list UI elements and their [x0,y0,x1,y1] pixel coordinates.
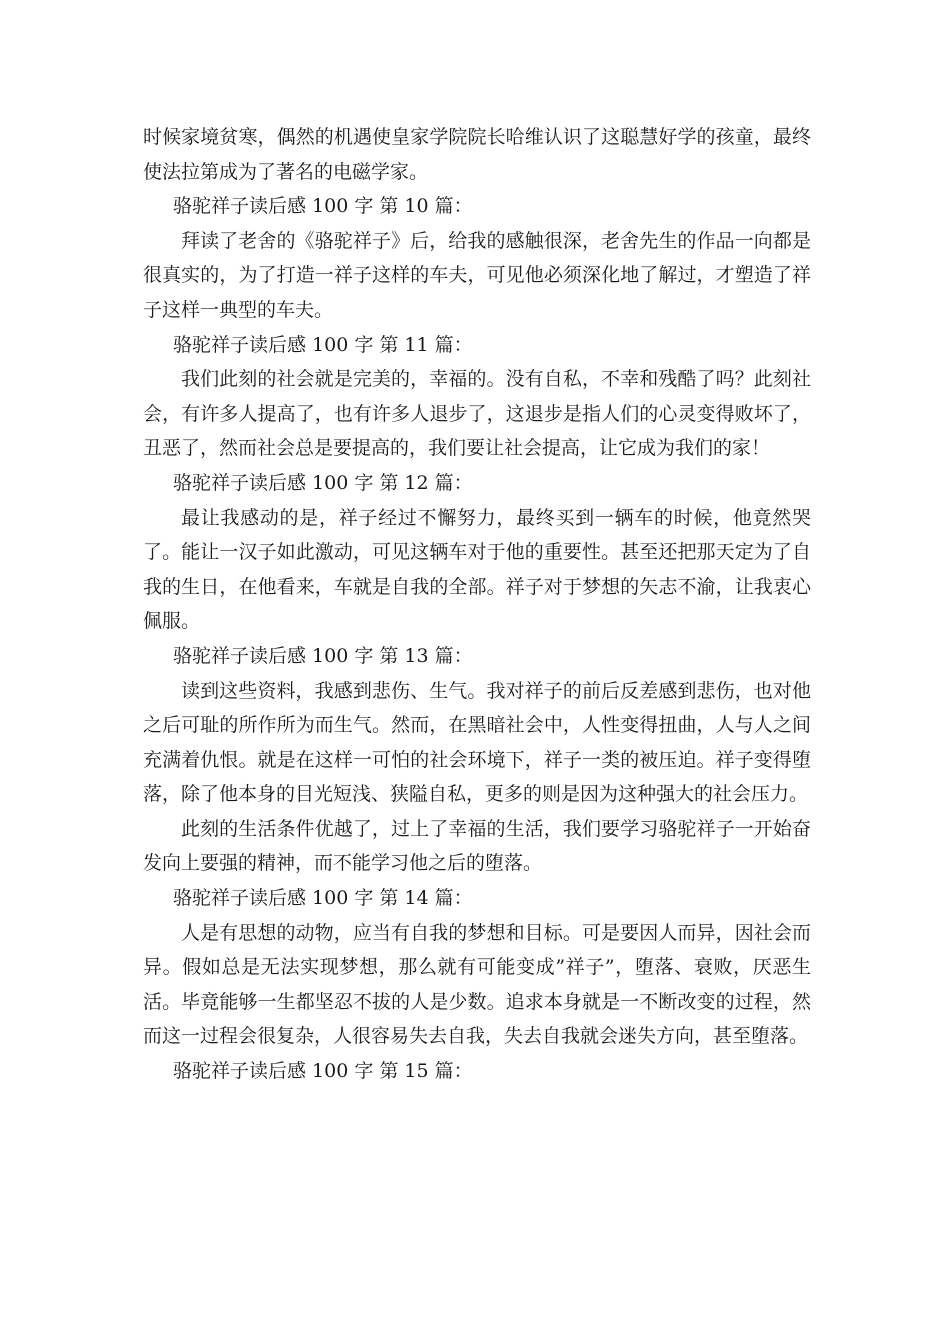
continuation-paragraph: 时候家境贫寒，偶然的机遇使皇家学院院长哈维认识了这聪慧好学的孩童，最终使法拉第成为了著名的电磁学家。 [143,126,811,183]
paragraph: 拜读了老舍的《骆驼祥子》后，给我的感触很深，老舍先生的作品一向都是很真实的，为了打造一祥子这样的车夫，可见他必须深化地了解过，才塑造了祥子这样一典型的车夫。 [143,229,811,321]
paragraph: 读到这些资料，我感到悲伤、生气。我对祥子的前后反差感到悲伤，也对他之后可耻的所作所为而生气。然而，在黑暗社会中，人性变得扭曲，人与人之间充满着仇恨。就是在这样一可怕的社会环境下，祥子一类的被压迫。祥子变得堕落，除了他本身的目光短浅、狭隘自私，更多的则是因为这种强大的社会压力。 [143,679,811,806]
paragraph: 我们此刻的社会就是完美的，幸福的。没有自私，不幸和残酷了吗？此刻社会，有许多人提高了，也有许多人退步了，这退步是指人们的心灵变得败坏了，丑恶了，然而社会总是要提高的，我们要让社会提高，让它成为我们的家！ [143,368,811,460]
document-body [143,120,811,1089]
paragraph: 最让我感动的是，祥子经过不懈努力，最终买到一辆车的时候，他竟然哭了。能让一汉子如此激动，可见这辆车对于他的重要性。甚至还把那天定为了自我的生日，在他看来，车就是自我的全部。祥子对于梦想的矢志不渝，让我衷心佩服。 [143,506,811,633]
section-heading-12: 骆驼祥子读后感 100 字 第 12 篇： [173,471,473,494]
paragraph: 此刻的生活条件优越了，过上了幸福的生活，我们要学习骆驼祥子一开始奋发向上要强的精神，而不能学习他之后的堕落。 [143,817,811,875]
section-heading-15: 骆驼祥子读后感 100 字 第 15 篇： [173,1060,473,1083]
section-heading-11: 骆驼祥子读后感 100 字 第 11 篇： [173,333,473,356]
section-heading-13: 骆驼祥子读后感 100 字 第 13 篇： [173,644,473,667]
section-heading-10: 骆驼祥子读后感 100 字 第 10 篇： [173,195,473,218]
paragraph: 人是有思想的动物，应当有自我的梦想和目标。可是要因人而异，因社会而异。假如总是无法实现梦想，那么就有可能变成”祥子”，堕落、衰败，厌恶生活。毕竟能够一生都坚忍不拔的人是少数。追求本身就是一不断改变的过程，然而这一过程会很复杂，人很容易失去自我，失去自我就会迷失方向，甚至堕落。 [143,921,811,1048]
section-heading-14: 骆驼祥子读后感 100 字 第 14 篇： [173,887,473,910]
